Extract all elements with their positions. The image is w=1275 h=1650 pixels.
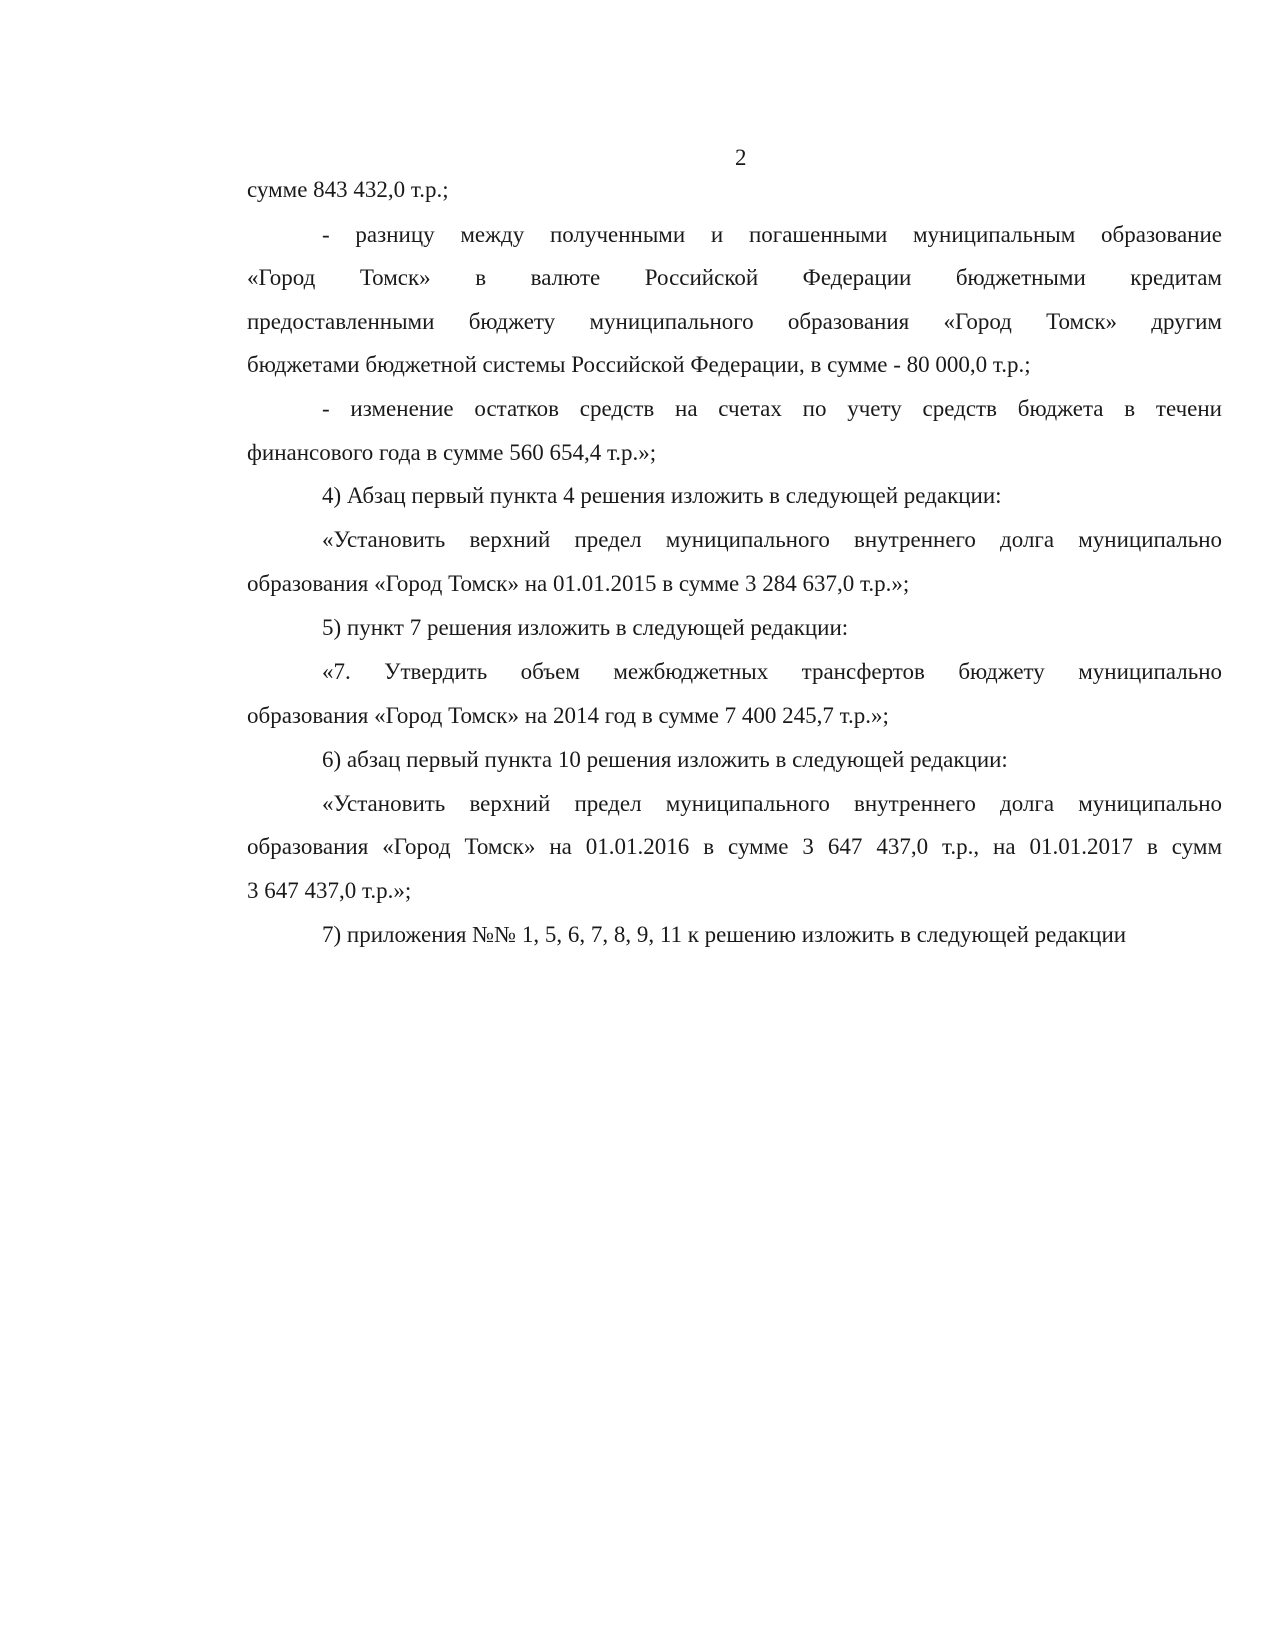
text-line: образования «Город Томск» на 2014 год в сумме 7 400 245,7 т.р.»; — [247, 703, 889, 728]
text-line: 3 647 437,0 т.р.»; — [247, 878, 412, 903]
text-line: «Город Томск» в валюте Российской Федерации бюджетными кредитам — [247, 266, 1222, 290]
text-line: 7) приложения №№ 1, 5, 6, 7, 8, 9, 11 к решению изложить в следующей редакции — [322, 922, 1127, 947]
text-line: 5) пункт 7 решения изложить в следующей редакции: — [322, 615, 849, 640]
text-line: 4) Абзац первый пункта 4 решения изложить в следующей редакции: — [322, 483, 1002, 508]
text-line: «Установить верхний предел муниципального внутреннего долга муниципально — [322, 792, 1222, 816]
text-line: - изменение остатков средств на счетах по учету средств бюджета в течени — [322, 397, 1222, 421]
text-line: финансового года в сумме 560 654,4 т.р.»; — [247, 440, 657, 465]
page-number: 2 — [735, 145, 747, 170]
text-line: сумме 843 432,0 т.р.; — [247, 177, 449, 202]
text-line: предоставленными бюджету муниципального образования «Город Томск» другим — [247, 310, 1222, 334]
text-line: образования «Город Томск» на 01.01.2016 в сумме 3 647 437,0 т.р., на 01.01.2017 в сумм — [247, 835, 1222, 859]
text-line: бюджетами бюджетной системы Российской Федерации, в сумме - 80 000,0 т.р.; — [247, 352, 1031, 377]
text-line: «Установить верхний предел муниципального внутреннего долга муниципально — [322, 528, 1222, 552]
text-line: образования «Город Томск» на 01.01.2015 в сумме 3 284 637,0 т.р.»; — [247, 571, 910, 596]
text-line: «7. Утвердить объем межбюджетных трансфертов бюджету муниципально — [322, 660, 1222, 684]
text-line: 6) абзац первый пункта 10 решения изложить в следующей редакции: — [322, 747, 1008, 772]
text-line: - разницу между полученными и погашенными муниципальным образование — [322, 223, 1222, 247]
